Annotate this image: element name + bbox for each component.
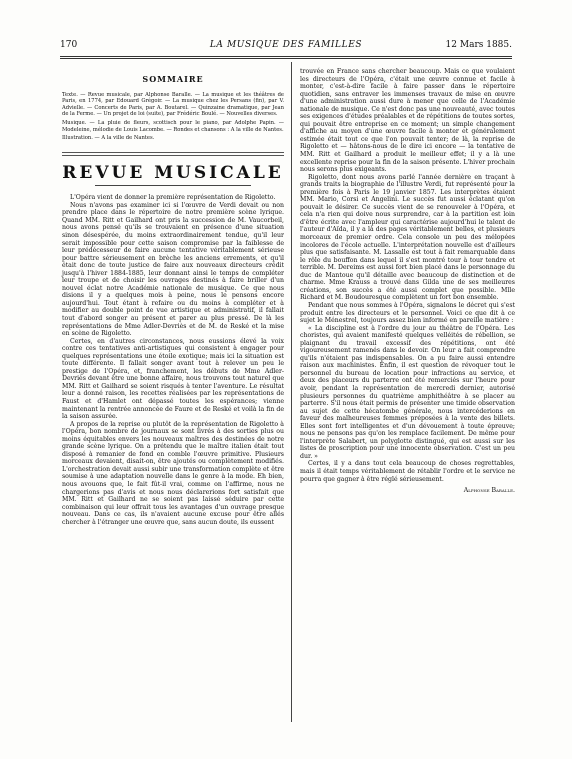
page-number: 170 — [60, 40, 78, 50]
left-paragraph: L'Opéra vient de donner la première représentation de Rigoletto. — [70, 194, 276, 202]
left-paragraph: A propos de la reprise ou plutôt de la représentation de Rigoletto à l'Opéra, bon nombre de journaux se sont livrés à des sorties plus ou moins équitables envers les nouveaux maîtres des destinées de notre grande scène lyrique. On a prétendu que le maître italien était tout disposé à remanier de fond en comble l'œuvre primitive. Plusieurs morceaux devaient, disait-on, être ajoutés ou complètement modifiés. L'orchestration devait aussi subir une transformation complète et être soumise à une adaptation nouvelle dans le genre à la mode. Eh bien, nous avouons que, le fait fût-il vrai, comme on l'affirme, nous ne chargerions pas d'avis et nous nous déclarerions fort satisfait que MM. Ritt et Gailhard ne se soient pas laissé séduire par cette combinaison qui leur offrait tous les avantages d'un ouvrage presque nouveau. Dans ce cas, ils n'avaient aucune excuse pour être allés chercher à l'étranger une œuvre que, sans aucun doute, ils eussent — [62, 420, 284, 526]
left-column — [62, 68, 284, 526]
running-header — [60, 40, 512, 54]
sommaire-rule — [62, 152, 284, 153]
left-paragraph: Certes, en d'autres circonstances, nous eussions élevé la voix contre ces tentatives anti-artistiques qui consistent à engager pour quelques représentations une étoile exotique; mais ici la situation est toute différente. Il fallait songer avant tout à relever un peu le prestige de l'Opéra, et, franchement, les débuts de Mme Adler-Devriès devant être une bonne affaire, nous trouvons tout naturel que MM. Ritt et Gailhard se soient risqués à tenter l'aventure. Le résultat leur a donné raison, les recettes réalisées par les représentations de Faust et d'Hamlet ont dépassé toutes les espérances; vienne maintenant la rentrée annoncée de Faure et de Reské et voilà la fin de la saison assurée. — [62, 337, 284, 421]
header-rule-2 — [60, 58, 512, 59]
author-signature: Alphonse Baralle. — [463, 487, 515, 495]
header-rule — [60, 56, 512, 57]
sommaire-title: SOMMAIRE — [142, 74, 204, 84]
sommaire-musique: Musique. — La pluie de fleurs, scottisch pour le piano, par Adolphe Papin. — Modeleine, mélodie de Louis Lacombe. — Rondes et chansons : A la ville de Nantes. — [62, 119, 284, 133]
right-paragraph: « La discipline est à l'ordre du jour au théâtre de l'Opéra. Les choristes, qui avaient manifesté quelques velléités de rébellion, se plaignant du travail excessif des répétitions, ont été vigoureusement ramenés dans le devoir. On leur a fait comprendre qu'ils n'étaient pas indispensables. On a pu faire aussi entendre raison aux machinistes. Enfin, il est question de révoquer tout le personnel du bureau de location pour infractions au service, et deux des placeurs du parterre ont été remerciés sur l'heure pour avoir, pendant la représentation de mercredi dernier, autorisé plusieurs personnes du quatrième amphithéâtre à se placer au parterre. S'il nous était permis de présenter une timide observation au sujet de cette hécatombe générale, nous intercéderions en faveur des malheureuses femmes préposées à la vente des billets. Elles sont fort intelligentes et d'un dévouement à toute épreuve; nous ne pensons pas qu'on les remplace facilement. De même pour l'interprète Salabert, un polyglotte distingué, qui est aussi sur les listes de proscription pour une innocente observation. C'est un peu dur. » — [300, 324, 515, 460]
right-paragraph: Certes, il y a dans tout cela beaucoup de choses regrettables, mais il était temps véritablement de rétablir l'ordre et le service ne pourra que gagner à être réglé sérieusement. — [300, 460, 515, 483]
journal-title: LA MUSIQUE DES FAMILLES — [209, 40, 363, 50]
right-paragraph: Rigoletto, dont nous avons parlé l'année dernière en traçant à grands traits la biographie de l'illustre Verdi, fut représenté pour la première fois à Paris le 19 janvier 1857. Les interprètes étaient MM. Mario, Corsi et Angelini. Le succès fut aussi éclatant qu'on pouvait le désirer. Ce succès vient de se renouveler à l'Opéra, et cela n'a rien qui doive nous surprendre, car à la partition est loin d'être écrite avec l'ampleur qui caractérise aujourd'hui le talent de l'auteur d'Aïda, il y a là des pages véritablement belles, et plusieurs morceaux de premier ordre. Cela console un peu des mélopées incolores de l'école actuelle. L'interprétation nouvelle est d'ailleurs plus que satisfaisante. M. Lassalle est tout à fait remarquable dans le rôle du bouffon dans lequel il s'est montré tour à tour tendre et terrible. M. Dereims est aussi fort bien placé dans le personnage du duc de Mantoue qu'il détaille avec beaucoup de distinction et de charme. Mme Krauss a trouvé dans Gilda une de ses meilleures créations, son succès a été aussi complet que possible. Mlle Richard et M. Boudouresque complètent un fort bon ensemble. — [300, 173, 515, 302]
sommaire-box — [62, 76, 284, 142]
sommaire-texte: Texte. — Revue musicale, par Alphonse Baralle. — La musique et les théâtres de Paris, en 1774, par Edouard Grégoir. — La musique chez les Persans (fin), par V. Advielle. — Concerts de Paris, par A. Boutarel. — Quinzaine dramatique, par Jean de la Ferme. — Un projet de loi (suite), par Frédéric Boulé. — Nouvelles diverses. — [62, 91, 284, 118]
article-title: REVUE MUSICALE — [62, 162, 284, 183]
issue-date: 12 Mars 1885. — [445, 40, 512, 50]
sommaire-illustration: Illustration. — A la ville de Nantes. — [62, 135, 155, 142]
title-rule — [95, 185, 250, 186]
column-divider — [291, 62, 292, 722]
right-column — [300, 68, 515, 495]
left-paragraph: Nous n'avons pas examiner ici si l'œuvre de Verdi devait ou non prendre place dans le répertoire de notre première scène lyrique. Quand MM. Ritt et Gailhard ont pris la succession de M. Vaucorbeil, nous avons pensé qu'ils se trouvaient en présence d'une situation sinon désespérée, du moins extraordinairement tendue, qu'il leur serait impossible pour cette saison compromise par la faiblesse de leur prédécesseur de faire aucune tentative véritablement sérieuse pour battre sérieusement en brèche les anciens errements, et qu'il était donc de toute justice de faire aux nouveaux directeurs crédit jusqu'à l'hiver 1884-1885, leur donnant ainsi le temps de compléter leur troupe et de choisir les ouvrages destinés à faire briller d'un nouvel éclat notre Académie nationale de musique. Ce que nous disions il y a quelques mois à peine, nous le pensons encore aujourd'hui. Tout étant à refaire ou du moins à compléter et à modifier au double point de vue artistique et administratif, il fallait tout d'abord songer au présent et parer au plus pressé. De là les représentations de Mme Adler-Devriès et de M. de Reské et la mise en scène de Rigoletto. — [62, 201, 284, 338]
right-paragraph: Pendant que nous sommes à l'Opéra, signalons le décret qui s'est produit entre les directeurs et le personnel. Voici ce que dit à ce sujet le Ménestrel, toujours assez bien informé en pareille matière : — [300, 301, 515, 325]
right-paragraph: trouvée en France sans chercher beaucoup. Mais ce que voulaient les directeurs de l'Opéra, c'était une œuvre connue et facile à monter, c'est-à-dire facile à faire passer dans le répertoire quotidien, sans entraver les immenses travaux de mise en œuvre d'une administration aussi dure à mener que celle de l'Académie nationale de musique. Ce n'est donc pas une nouveauté, avec toutes ses exigences d'études préalables et de répétitions de toutes sortes, qui pouvait être entreprise en ce moment; un simple changement d'affiche au moyen d'une œuvre facile à monter et généralement estimée était tout ce que l'on pouvait tenter; de là, la reprise de Rigoletto et — hâtons-nous de le dire ici encore — la tentative de MM. Ritt et Gailhard a produit le meilleur effet; il y a là une excellente reprise pour la fin de la saison présente. L'hiver prochain nous serons plus exigeants. — [300, 68, 515, 174]
sommaire-rule-2 — [62, 155, 284, 156]
